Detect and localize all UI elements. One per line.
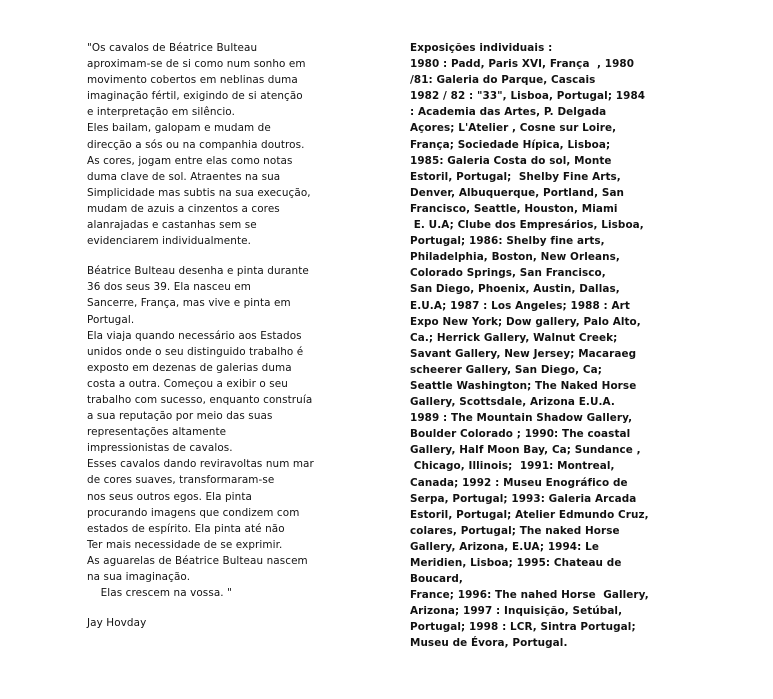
exhibition-line: Portugal; 1986: Shelby fine arts,: [410, 235, 605, 248]
text-line: Esses cavalos dando reviravoltas num mar: [87, 458, 314, 471]
text-line: de cores suaves, transformaram-se: [87, 474, 275, 487]
exhibition-line: Boucard,: [410, 573, 463, 586]
text-line: Simplicidade mas subtis na sua execução,: [87, 186, 311, 199]
text-line: a sua reputação por meio das suas: [87, 410, 273, 423]
exhibition-line: 1982 / 82 : "33", Lisboa, Portugal; 1984: [410, 90, 646, 103]
text-line: nos seus outros egos. Ela pinta: [87, 490, 252, 503]
exhibition-line: Açores; L'Atelier , Cosne sur Loire,: [410, 122, 617, 135]
exhibitions-column: [410, 40, 710, 652]
text-line: mudam de azuis a cinzentos a cores: [87, 202, 280, 215]
text-line: Béatrice Bulteau desenha e pinta durante: [87, 265, 309, 278]
exhibition-line: Savant Gallery, New Jersey; Macaraeg: [410, 347, 637, 360]
exhibition-line: Gallery, Arizona, E.UA; 1994: Le: [410, 540, 599, 553]
text-line: estados de espírito. Ela pinta até não: [87, 522, 285, 535]
text-line: imaginação fértil, exigindo de si atenção: [87, 90, 303, 103]
essay-paragraph-1: [87, 40, 377, 249]
essay-paragraph-2: [87, 263, 377, 601]
text-line: trabalho com sucesso, enquanto construía: [87, 393, 313, 406]
exhibition-line: San Diego, Phoenix, Austin, Dallas,: [410, 283, 620, 296]
paragraph-gap: [87, 249, 377, 263]
exhibition-line: Gallery, Half Moon Bay, Ca; Sundance ,: [410, 444, 641, 457]
essay-column: [87, 40, 377, 631]
exhibition-line: Colorado Springs, San Francisco,: [410, 267, 606, 280]
exhibition-line: 1985: Galeria Costa do sol, Monte: [410, 154, 612, 167]
text-line: Sancerre, França, mas vive e pinta em: [87, 297, 291, 310]
exhibition-line: França; Sociedade Hípica, Lisboa;: [410, 138, 611, 151]
exhibition-line: Philadelphia, Boston, New Orleans,: [410, 251, 620, 264]
exhibition-line: Meridien, Lisboa; 1995: Chateau de: [410, 557, 622, 569]
exhibition-line: France; 1996: The nahed Horse Gallery,: [410, 589, 649, 602]
text-line: As aguarelas de Béatrice Bulteau nascem: [87, 554, 308, 567]
text-line: aproximam-se de si como num sonho em: [87, 58, 306, 71]
text-line: Eles bailam, galopam e mudam de: [87, 122, 271, 135]
paragraph-gap: [87, 601, 377, 615]
text-line: Ela viaja quando necessário aos Estados: [87, 329, 302, 342]
exhibitions-heading: Exposições individuais :: [410, 42, 553, 54]
exhibition-line: /81: Galeria do Parque, Cascais: [410, 74, 596, 87]
text-line: representações altamente: [87, 426, 227, 439]
exhibition-line: Serpa, Portugal; 1993: Galeria Arcada: [410, 492, 637, 505]
text-line: exposto em dezenas de galerias duma: [87, 361, 292, 374]
text-line: Portugal.: [87, 313, 135, 326]
text-line: na sua imaginação.: [87, 571, 191, 583]
exhibition-line: 1989 : The Mountain Shadow Gallery,: [410, 412, 633, 425]
exhibition-line: Estoril, Portugal; Atelier Edmundo Cruz,: [410, 508, 649, 521]
text-line: movimento cobertos em neblinas duma: [87, 74, 298, 87]
text-line: alanrajadas e castanhas sem se: [87, 219, 257, 232]
text-line: costa a outra. Começou a exibir o seu: [87, 377, 288, 390]
exhibition-line: Portugal; 1998 : LCR, Sintra Portugal;: [410, 621, 636, 634]
text-line: impressionistas de cavalos.: [87, 442, 233, 455]
exhibition-line: Arizona; 1997 : Inquisição, Setúbal,: [410, 605, 623, 618]
text-line: duma clave de sol. Atraentes na sua: [87, 170, 281, 183]
text-line: As cores, jogam entre elas como notas: [87, 154, 293, 167]
exhibition-line: Denver, Albuquerque, Portland, San: [410, 186, 625, 199]
text-line: Elas crescem na vossa. ": [87, 587, 232, 600]
text-line: direcção a sós ou na companhia doutros.: [87, 138, 305, 151]
exhibition-line: Chicago, Illinois; 1991: Montreal,: [410, 460, 615, 473]
exhibition-line: Canada; 1992 : Museu Enográfico de: [410, 476, 628, 489]
exhibition-line: Gallery, Scottsdale, Arizona E.U.A.: [410, 396, 615, 409]
text-line: unidos onde o seu distinguido trabalho é: [87, 345, 304, 358]
exhibition-line: 1980 : Padd, Paris XVI, França , 1980: [410, 58, 635, 71]
exhibition-line: scheerer Gallery, San Diego, Ca;: [410, 363, 602, 376]
text-line: "Os cavalos de Béatrice Bulteau: [87, 42, 258, 54]
exhibition-line: Museu de Évora, Portugal.: [410, 637, 568, 650]
text-line: evidenciarem individualmente.: [87, 235, 252, 248]
exhibition-line: : Academia das Artes, P. Delgada: [410, 106, 607, 119]
text-line: e interpretação em silêncio.: [87, 106, 235, 119]
text-line: Ter mais necessidade de se exprimir.: [87, 538, 283, 551]
exhibition-line: colares, Portugal; The naked Horse: [410, 524, 620, 537]
exhibition-line: Expo New York; Dow gallery, Palo Alto,: [410, 315, 641, 328]
exhibition-line: Francisco, Seattle, Houston, Miami: [410, 202, 618, 215]
exhibition-line: Seattle Washington; The Naked Horse: [410, 379, 637, 392]
exhibition-line: E. U.A; Clube dos Empresários, Lisboa,: [410, 219, 644, 232]
author-signature: Jay Hovday: [87, 617, 147, 630]
exhibition-line: Estoril, Portugal; Shelby Fine Arts,: [410, 170, 621, 183]
text-line: 36 dos seus 39. Ela nasceu em: [87, 281, 252, 294]
exhibition-line: Boulder Colorado ; 1990: The coastal: [410, 428, 631, 441]
text-line: procurando imagens que condizem com: [87, 506, 300, 519]
exhibition-line: Ca.; Herrick Gallery, Walnut Creek;: [410, 331, 618, 344]
exhibition-line: E.U.A; 1987 : Los Angeles; 1988 : Art: [410, 299, 630, 312]
